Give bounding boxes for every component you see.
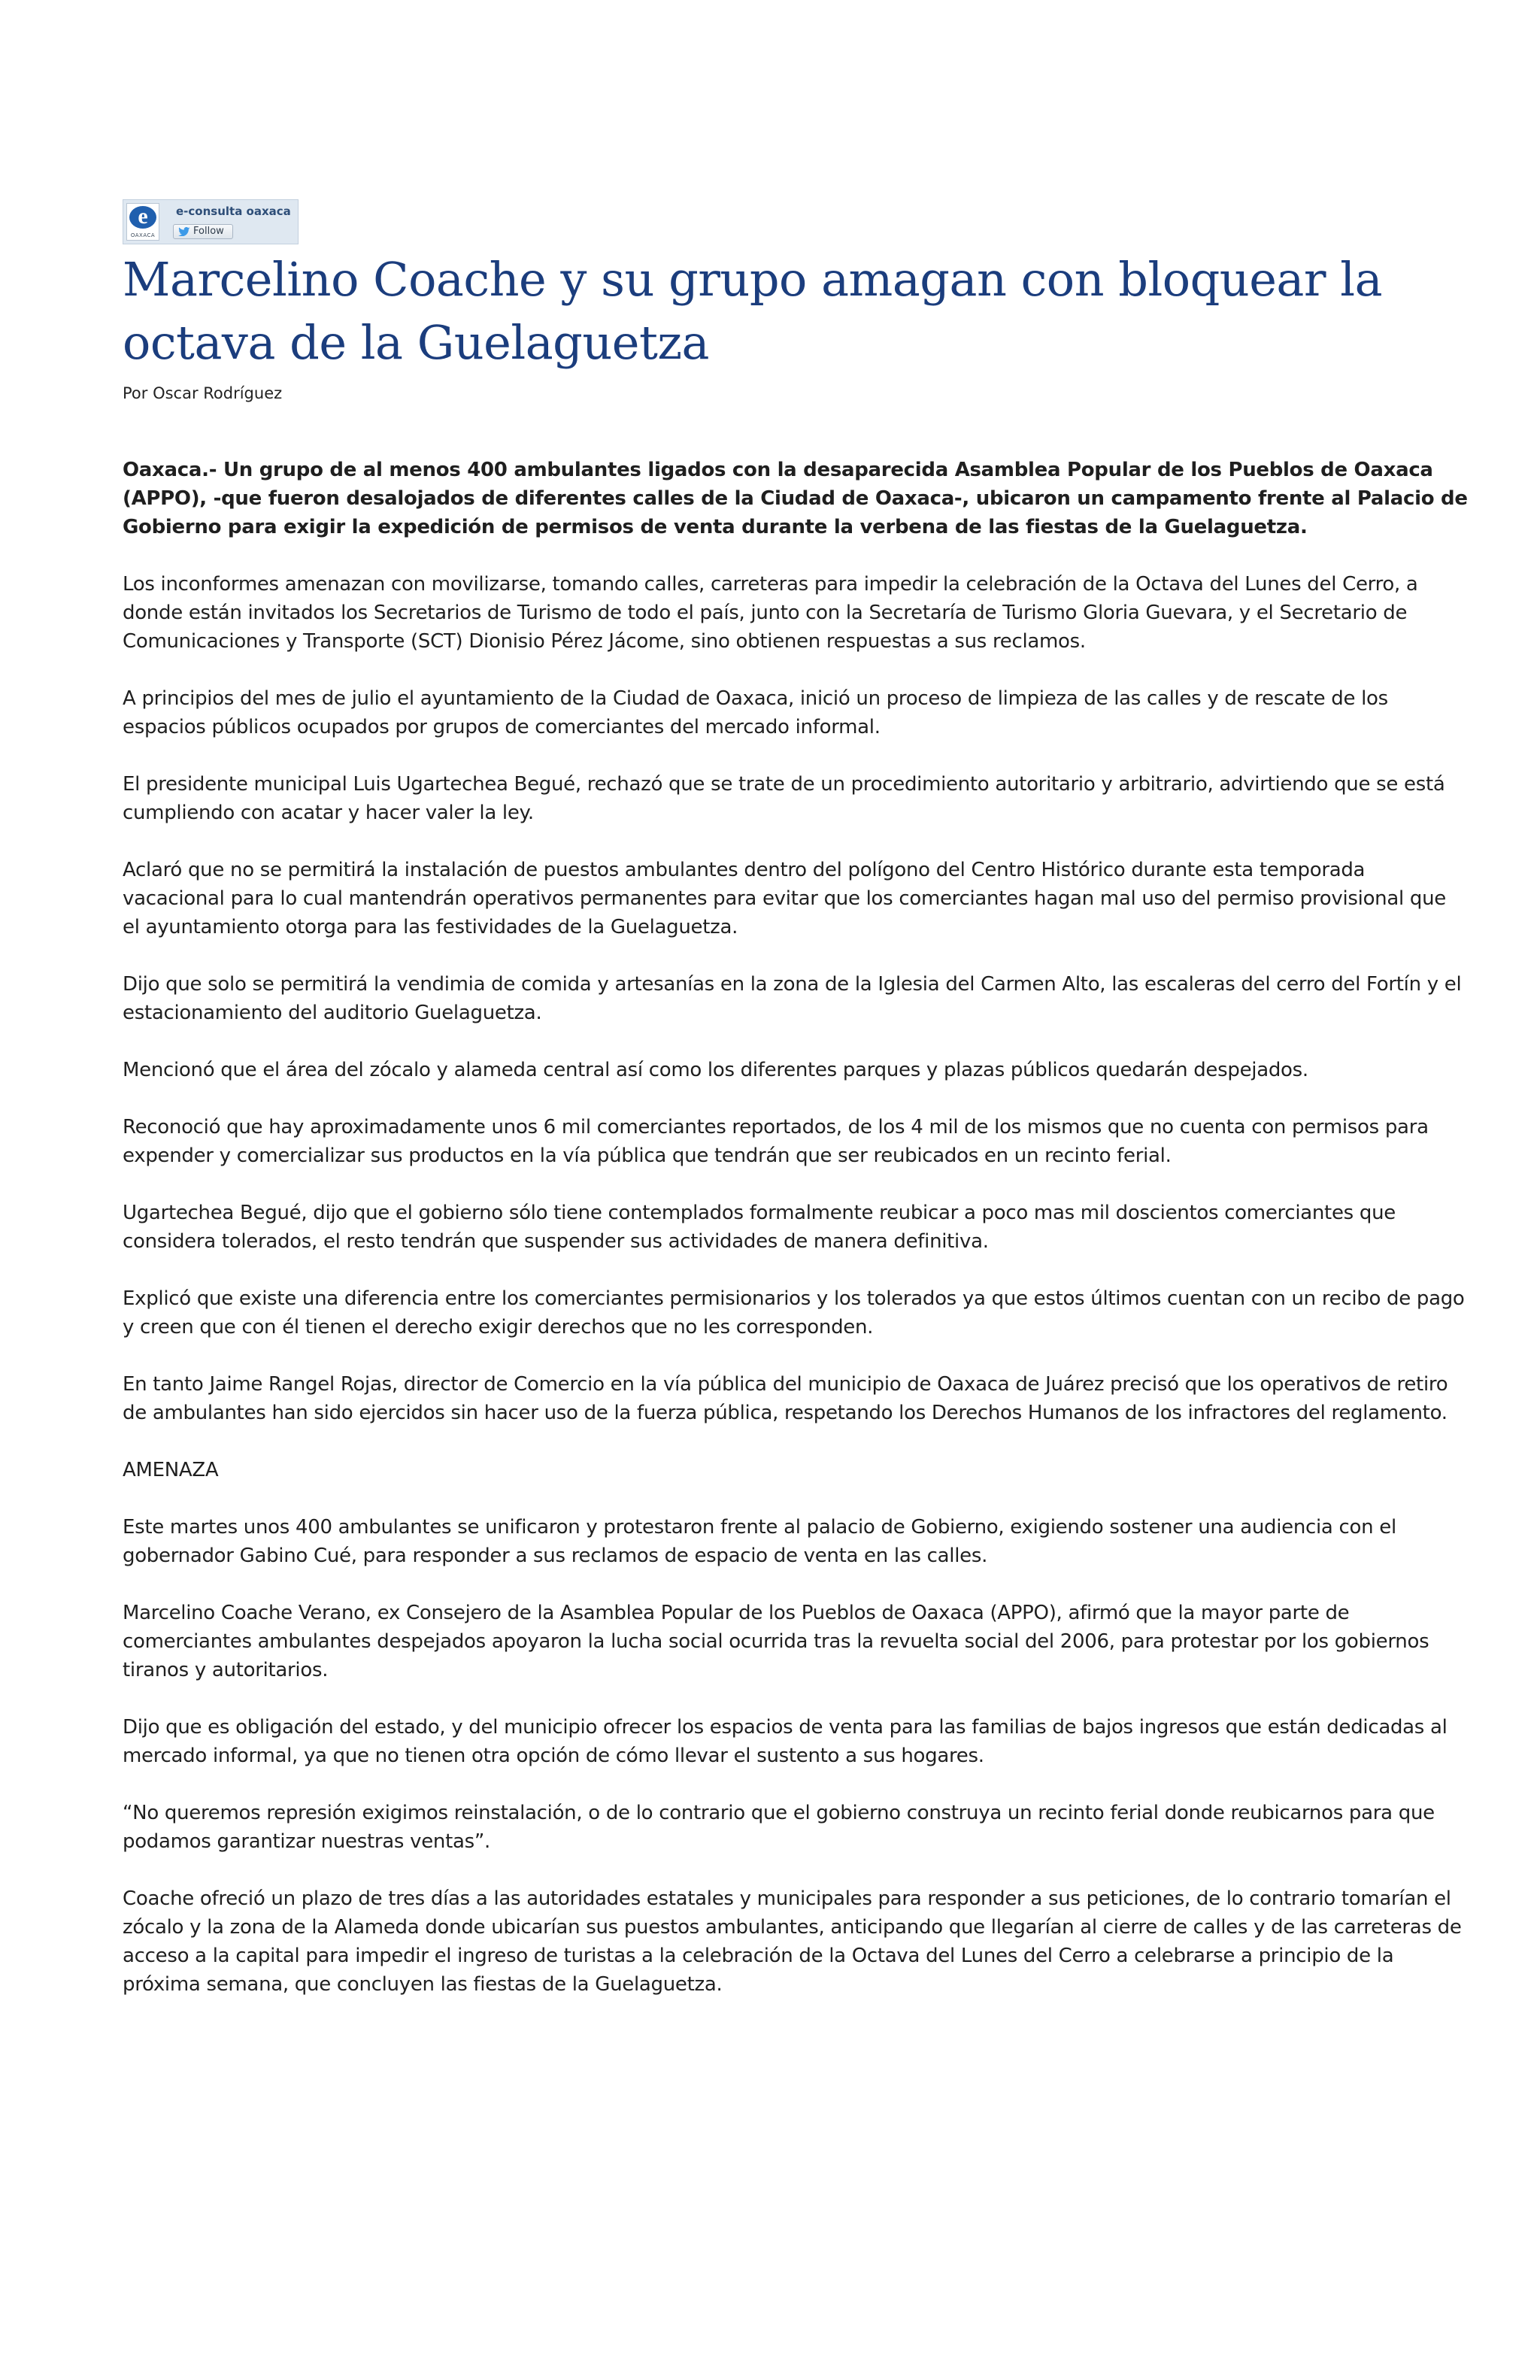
follow-button[interactable] — [173, 224, 233, 239]
follow-label: Follow — [193, 226, 224, 237]
body-paragraph: Reconoció que hay aproximadamente unos 6 mil comerciantes reportados, de los 4 mil de los mismos que no cuenta con permisos para expender y comercializar sus productos en la vía pública que tendrán que ser reubicados en un recinto ferial. — [123, 1116, 1429, 1167]
body-paragraph: Coache ofreció un plazo de tres días a las autoridades estatales y municipales para responder a sus peticiones, de lo contrario tomarían el zócalo y la zona de la Alameda donde ubicarían sus puestos ambulantes, anticipando que llegarían al cierre de calles y de las carreteras de acceso a la capital para impedir el ingreso de turistas a la celebración de la Octava del Lunes del Cerro a celebrarse a principio de la próxima semana, que concluyen las fiestas de la Guelaguetza. — [123, 1887, 1462, 1996]
body-paragraph: Explicó que existe una diferencia entre los comerciantes permisionarios y los tolerados ya que estos últimos cuentan con un recibo de pago y creen que con él tienen el derecho exigir derechos que no les corresponden. — [123, 1287, 1465, 1339]
logo-name: e-consulta oaxaca — [176, 205, 291, 218]
twitter-bird-icon — [178, 227, 190, 236]
section-heading: AMENAZA — [123, 1459, 219, 1481]
body-paragraph: Dijo que es obligación del estado, y del municipio ofrecer los espacios de venta para las familias de bajos ingresos que están dedicadas al mercado informal, ya que no tienen otra opción de cómo llevar el sustento a sus hogares. — [123, 1716, 1448, 1767]
body-paragraph: Mencionó que el área del zócalo y alameda central así como los diferentes parques y plazas públicos quedarán despejados. — [123, 1059, 1308, 1081]
logo-letter: e — [129, 206, 156, 229]
logo-subtext: OAXACA — [130, 232, 156, 238]
quote-paragraph: “No queremos represión exigimos reinstalación, o de lo contrario que el gobierno construya un recinto ferial donde reubicarnos para que podamos garantizar nuestras ventas”. — [123, 1802, 1435, 1853]
body-paragraph: Ugartechea Begué, dijo que el gobierno sólo tiene contemplados formalmente reubicar a poco mas mil doscientos comerciantes que considera tolerados, el resto tendrán que suspender sus actividades de manera definitiva. — [123, 1202, 1396, 1253]
body-paragraph: Aclaró que no se permitirá la instalación de puestos ambulantes dentro del polígono del Centro Histórico durante esta temporada vacacional para lo cual mantendrán operativos permanentes para evitar que los comerciantes hagan mal uso del permiso provisional que el ayuntamiento otorga para las festividades de la Guelaguetza. — [123, 859, 1446, 938]
lead-paragraph: Oaxaca.- Un grupo de al menos 400 ambulantes ligados con la desaparecida Asamblea Popular de los Pueblos de Oaxaca (APPO), -que fueron desalojados de diferentes calles de la Ciudad de Oaxaca-, ubicaron un campamento frente al Palacio de Gobierno para exigir la expedición de permisos de venta durante la verbena de las fiestas de la Guelaguetza. — [123, 459, 1468, 538]
body-paragraph: El presidente municipal Luis Ugartechea Begué, rechazó que se trate de un procedimiento autoritario y arbitrario, advirtiendo que se está cumpliendo con acatar y hacer valer la ley. — [123, 773, 1445, 824]
body-paragraph: Los inconformes amenazan con movilizarse, tomando calles, carreteras para impedir la celebración de la Octava del Lunes del Cerro, a donde están invitados los Secretarios de Turismo de todo el país, junto con la Secretaría de Turismo Gloria Guevara, y el Secretario de Comunicaciones y Transporte (SCT) Dionisio Pérez Jácome, sino obtienen respuestas a sus reclamos. — [123, 573, 1418, 653]
body-paragraph: Este martes unos 400 ambulantes se unificaron y protestaron frente al palacio de Gobierno, exigiendo sostener una audiencia con el gobernador Gabino Cué, para responder a sus reclamos de espacio de venta en las calles. — [123, 1516, 1396, 1567]
body-paragraph: A principios del mes de julio el ayuntamiento de la Ciudad de Oaxaca, inició un proceso de limpieza de las calles y de rescate de los espacios públicos ocupados por grupos de comerciantes del mercado informal. — [123, 687, 1388, 738]
article-body — [123, 456, 1469, 2027]
body-paragraph: En tanto Jaime Rangel Rojas, director de Comercio en la vía pública del municipio de Oaxaca de Juárez precisó que los operativos de retiro de ambulantes han sido ejercidos sin hacer uso de la fuerza pública, respetando los Derechos Humanos de los infractores del reglamento. — [123, 1373, 1448, 1424]
article-byline: Por Oscar Rodríguez — [123, 384, 283, 402]
article-title: Marcelino Coache y su grupo amagan con bloquear la octava de la Guelaguetza — [123, 252, 1383, 370]
econsulta-logo-widget[interactable] — [123, 199, 299, 244]
body-paragraph: Dijo que solo se permitirá la vendimia de comida y artesanías en la zona de la Iglesia del Carmen Alto, las escaleras del cerro del Fortín y el estacionamiento del auditorio Guelaguetza. — [123, 973, 1462, 1024]
econsulta-logo-icon — [126, 203, 159, 241]
body-paragraph: Marcelino Coache Verano, ex Consejero de la Asamblea Popular de los Pueblos de Oaxaca (APPO), afirmó que la mayor parte de comerciantes ambulantes despejados apoyaron la lucha social ocurrida tras la revuelta social del 2006, para protestar por los gobiernos tiranos y autoritarios. — [123, 1602, 1429, 1681]
